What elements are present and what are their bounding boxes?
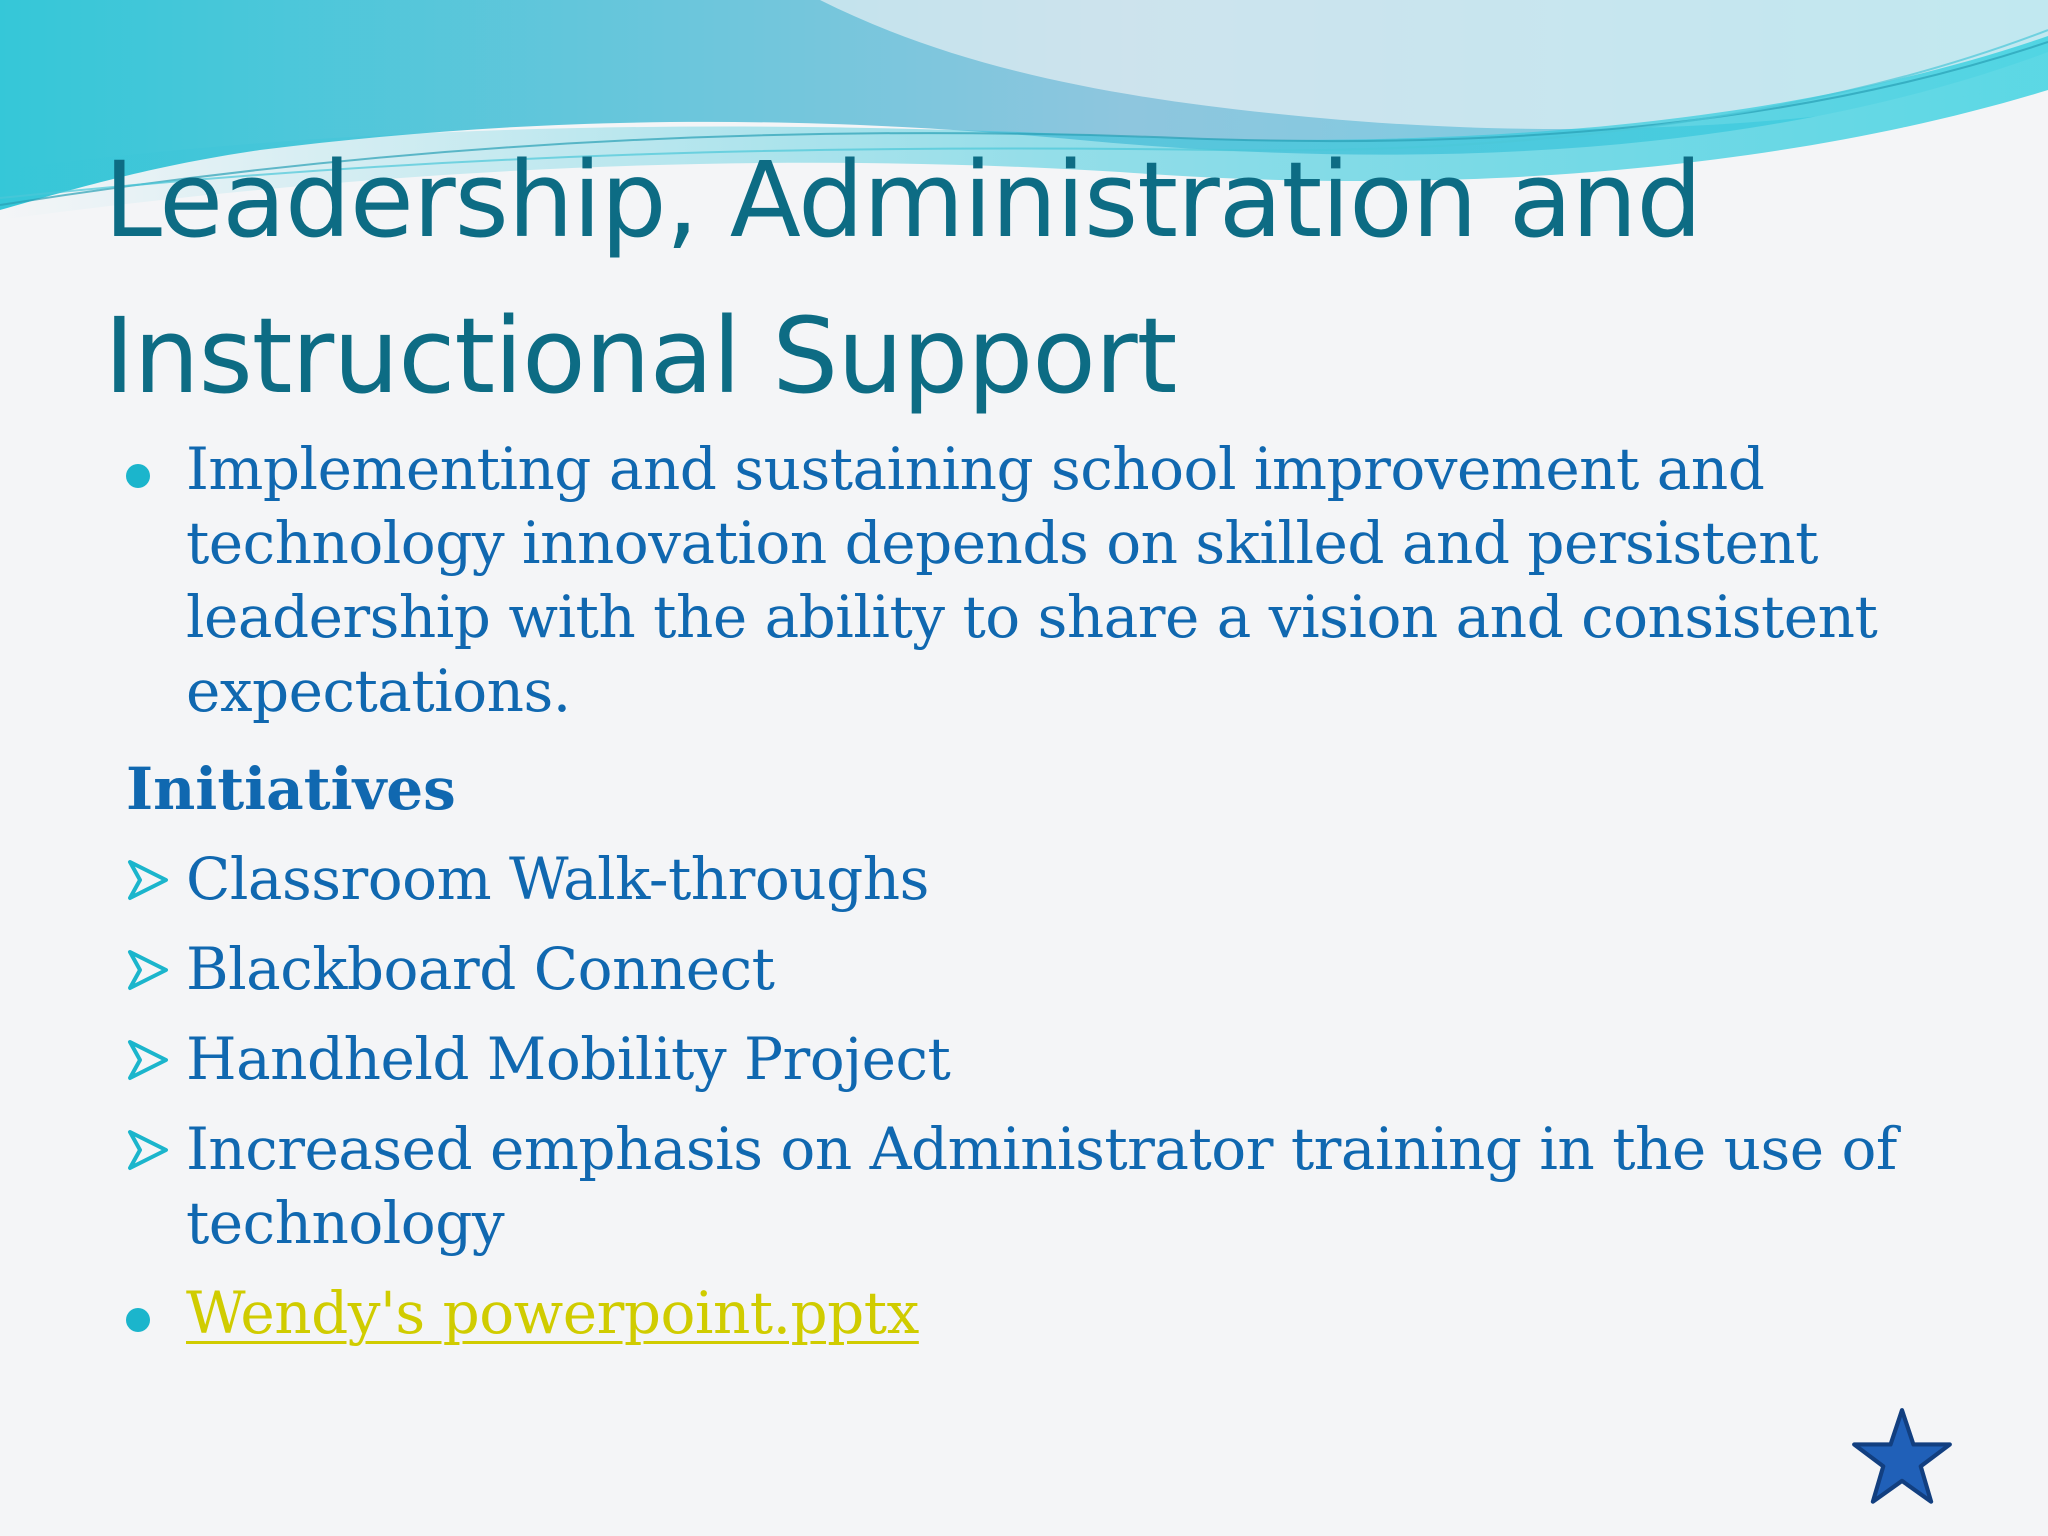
intro-line-2: technology innovation depends on skilled and persistent <box>186 509 1818 577</box>
slide-title: Leadership, Administration and Instructional Support <box>104 139 1702 417</box>
arrow-bullet-icon <box>126 948 170 992</box>
intro-line-3: leadership with the ability to share a vision and consistent <box>186 583 1878 651</box>
initiative-line-1: Increased emphasis on Administrator training in the use of <box>186 1115 1897 1183</box>
arrow-bullet-icon <box>126 1128 170 1172</box>
powerpoint-link[interactable]: Wendy's powerpoint.pptx <box>186 1279 919 1347</box>
initiative-label: Blackboard Connect <box>186 935 775 1003</box>
star-icon[interactable] <box>1850 1406 1954 1510</box>
intro-line-1: Implementing and sustaining school improvement and <box>186 435 1765 503</box>
arrow-bullet-icon <box>126 1038 170 1082</box>
arrow-bullet-icon <box>126 858 170 902</box>
initiatives-heading: Initiatives <box>126 755 456 823</box>
intro-line-4: expectations. <box>186 657 571 725</box>
bullet-dot-icon <box>126 1308 150 1332</box>
initiative-label: Classroom Walk-throughs <box>186 845 929 913</box>
initiative-label: Handheld Mobility Project <box>186 1025 951 1093</box>
initiative-line-2: technology <box>186 1189 505 1257</box>
bullet-dot-icon <box>126 464 150 488</box>
